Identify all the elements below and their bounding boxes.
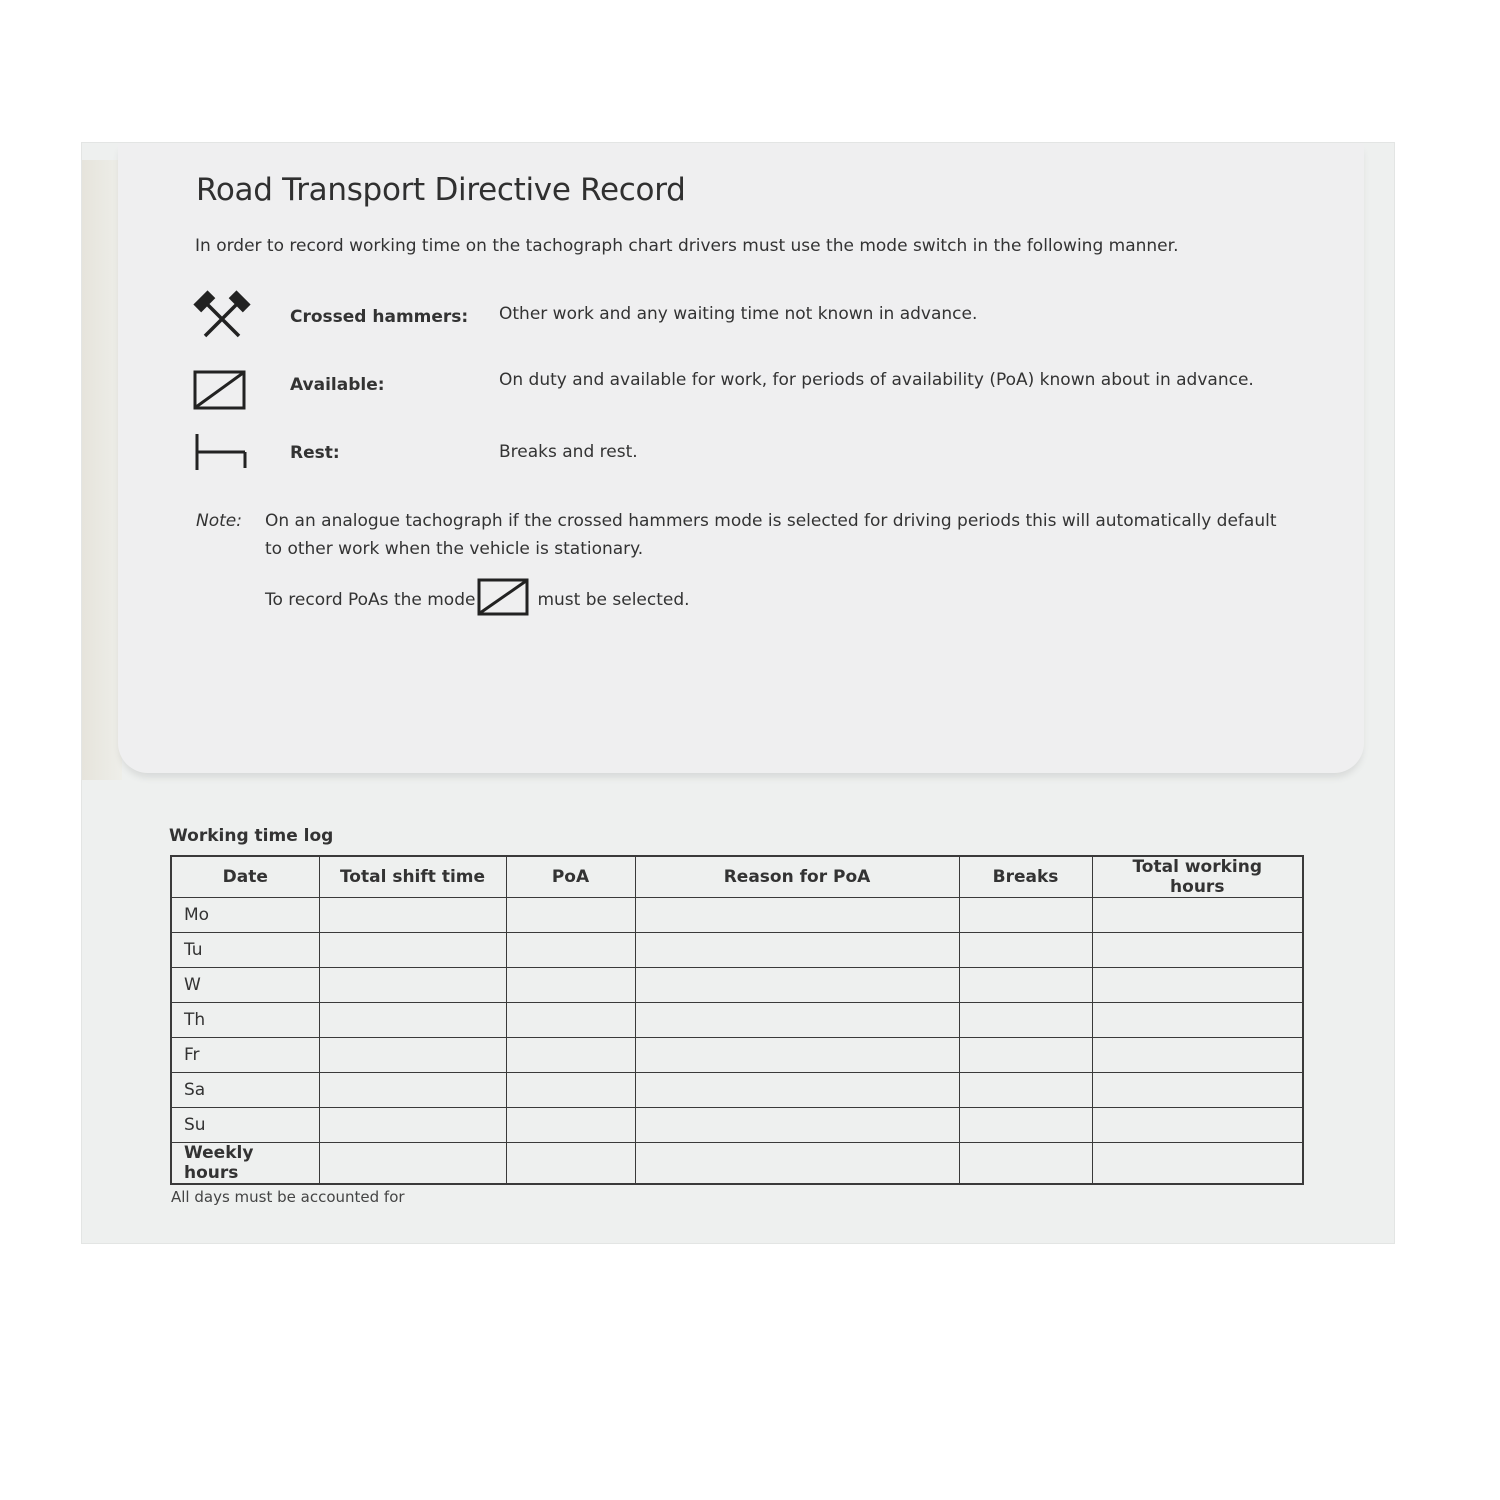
log-title: Working time log xyxy=(169,826,334,846)
col-header-reason-for-poa: Reason for PoA xyxy=(635,856,959,898)
cell-total-working-hours[interactable] xyxy=(1092,1073,1303,1108)
cell-reason-for-poa[interactable] xyxy=(635,898,959,933)
table-row xyxy=(171,968,1303,1003)
col-header-poa: PoA xyxy=(506,856,635,898)
poa-instruction xyxy=(265,578,690,621)
available-box-icon xyxy=(477,578,529,621)
cell-total-shift-time[interactable] xyxy=(319,1108,506,1143)
poa-text-after: must be selected. xyxy=(537,589,690,610)
cell-total-working-hours[interactable] xyxy=(1092,1143,1303,1185)
cell-total-shift-time[interactable] xyxy=(319,933,506,968)
table-row xyxy=(171,1073,1303,1108)
row-day-label: W xyxy=(171,968,319,1003)
table-row xyxy=(171,933,1303,968)
note-text: On an analogue tachograph if the crossed hammers mode is selected for driving periods this will automatically default to other work when the vehicle is stationary. xyxy=(265,511,1277,559)
bed-rest-icon xyxy=(193,432,249,472)
mode-label-available: Available: xyxy=(290,375,385,395)
cell-breaks[interactable] xyxy=(959,1038,1092,1073)
cell-total-working-hours[interactable] xyxy=(1092,968,1303,1003)
mode-desc-crossed-hammers: Other work and any waiting time not known in advance. xyxy=(499,304,978,324)
cell-total-shift-time[interactable] xyxy=(319,1073,506,1108)
mode-label-crossed-hammers: Crossed hammers: xyxy=(290,307,469,327)
envelope-side-fold xyxy=(82,160,122,780)
col-header-total-shift-time: Total shift time xyxy=(319,856,506,898)
row-day-label: Su xyxy=(171,1108,319,1143)
cell-poa[interactable] xyxy=(506,898,635,933)
document-title: Road Transport Directive Record xyxy=(196,172,686,208)
cell-total-shift-time[interactable] xyxy=(319,1038,506,1073)
cell-total-working-hours[interactable] xyxy=(1092,933,1303,968)
table-row xyxy=(171,1108,1303,1143)
cell-total-working-hours[interactable] xyxy=(1092,1003,1303,1038)
note-label: Note: xyxy=(196,511,242,531)
row-day-label: Fr xyxy=(171,1038,319,1073)
cell-poa[interactable] xyxy=(506,933,635,968)
log-footnote: All days must be accounted for xyxy=(171,1188,405,1206)
cell-poa[interactable] xyxy=(506,1108,635,1143)
available-box-icon xyxy=(193,370,247,410)
cell-poa[interactable] xyxy=(506,968,635,1003)
mode-label-rest: Rest: xyxy=(290,443,340,463)
cell-total-working-hours[interactable] xyxy=(1092,1108,1303,1143)
weekly-hours-row xyxy=(171,1143,1303,1185)
cell-poa[interactable] xyxy=(506,1003,635,1038)
col-header-breaks: Breaks xyxy=(959,856,1092,898)
cell-total-shift-time[interactable] xyxy=(319,1003,506,1038)
cell-reason-for-poa[interactable] xyxy=(635,933,959,968)
working-time-log-table xyxy=(170,855,1304,1185)
cell-reason-for-poa[interactable] xyxy=(635,968,959,1003)
cell-breaks[interactable] xyxy=(959,1073,1092,1108)
cell-total-shift-time[interactable] xyxy=(319,968,506,1003)
cell-breaks[interactable] xyxy=(959,1108,1092,1143)
cell-breaks[interactable] xyxy=(959,898,1092,933)
mode-desc-available: On duty and available for work, for periods of availability (PoA) known about in advance. xyxy=(499,370,1254,390)
cell-breaks[interactable] xyxy=(959,933,1092,968)
cell-total-working-hours[interactable] xyxy=(1092,898,1303,933)
table-row xyxy=(171,1003,1303,1038)
cell-breaks[interactable] xyxy=(959,1143,1092,1185)
cell-breaks[interactable] xyxy=(959,1003,1092,1038)
cell-poa[interactable] xyxy=(506,1038,635,1073)
cell-total-working-hours[interactable] xyxy=(1092,1038,1303,1073)
col-header-total-working-hours: Total working hours xyxy=(1092,856,1303,898)
cell-reason-for-poa[interactable] xyxy=(635,1003,959,1038)
intro-text: In order to record working time on the tachograph chart drivers must use the mode switch in the following manner. xyxy=(195,236,1179,256)
cell-breaks[interactable] xyxy=(959,968,1092,1003)
col-header-date: Date xyxy=(171,856,319,898)
row-day-label: Sa xyxy=(171,1073,319,1108)
cell-total-shift-time[interactable] xyxy=(319,898,506,933)
cell-poa[interactable] xyxy=(506,1143,635,1185)
cell-poa[interactable] xyxy=(506,1073,635,1108)
table-row xyxy=(171,1038,1303,1073)
cell-reason-for-poa[interactable] xyxy=(635,1108,959,1143)
cell-total-shift-time[interactable] xyxy=(319,1143,506,1185)
cell-reason-for-poa[interactable] xyxy=(635,1143,959,1185)
row-weekly-hours-label: Weekly hours xyxy=(171,1143,319,1185)
crossed-hammers-icon xyxy=(193,290,251,340)
mode-desc-rest: Breaks and rest. xyxy=(499,442,638,462)
cell-reason-for-poa[interactable] xyxy=(635,1073,959,1108)
cell-reason-for-poa[interactable] xyxy=(635,1038,959,1073)
row-day-label: Tu xyxy=(171,933,319,968)
table-row xyxy=(171,898,1303,933)
table-header-row xyxy=(171,856,1303,898)
poa-text-before: To record PoAs the mode xyxy=(265,589,476,610)
row-day-label: Mo xyxy=(171,898,319,933)
row-day-label: Th xyxy=(171,1003,319,1038)
